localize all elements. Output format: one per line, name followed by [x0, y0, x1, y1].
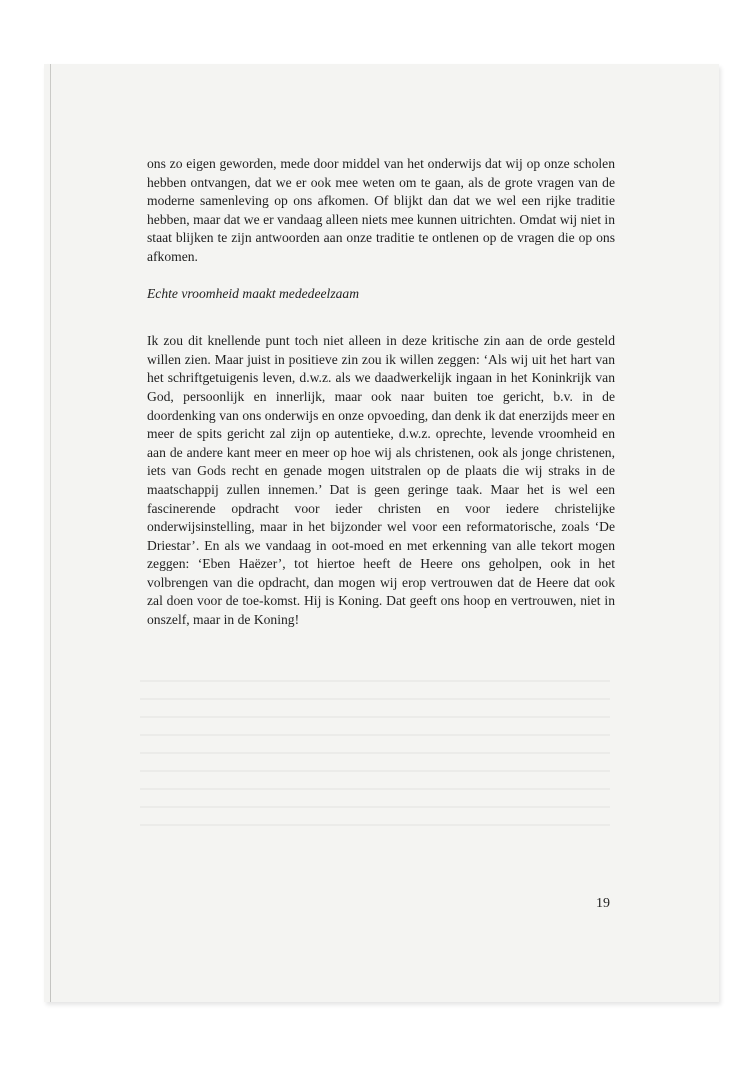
section-heading: Echte vroomheid maakt mededeelzaam [147, 285, 360, 301]
paragraph: Ik zou dit knellende punt toch niet alleen in deze kritische zin aan de orde gesteld willen zien. Maar juist in positieve zin zou ik willen zeggen: ‘Als wij uit het hart van het schriftgetuigenis leven, d.w.z. als we daadwerkelijk ingaan in het Koninkrijk van God, persoonlijk en innerlijk, maar ook naar buiten toe gericht, b.v. in de doordenking van ons onderwijs en onze opvoeding, dan denk ik dat enerzijds meer en meer de spits gericht zal zijn op autentieke, d.w.z. oprechte, levende vroomheid en aan de andere kant meer en meer op hoe wij als christenen, ook als jonge christenen, iets van Gods recht en genade mogen uitstralen op de plaats die wij straks in de maatschappij zullen innemen.’ Dat is geen geringe taak. Maar het is wel een fascinerende opdracht voor ieder christen en voor iedere christelijke onderwijsinstelling, maar in het bijzonder wel voor een reformatorische, zoals ‘De Driestar’. En als we vandaag in oot-moed en met erkenning van alle tekort mogen zeggen: ‘Eben Haëzer’, tot hiertoe heeft de Heere ons geholpen, ook in het volbrengen van die opdracht, dan mogen wij erop vertrouwen dat de Heere dat ook zal doen voor de toe-komst. Hij is Koning. Dat geeft ons hoop en vertrouwen, niet in onszelf, maar in de Koning! [147, 333, 615, 628]
body-text [147, 155, 615, 630]
show-through-text [140, 680, 610, 860]
page-number: 19 [596, 896, 610, 911]
binding-edge [50, 64, 51, 1002]
paragraph: ons zo eigen geworden, mede door middel van het onderwijs dat wij op onze scholen hebben ontvangen, dat we er ook mee weten om te gaan, als de grote vragen van de moderne samenleving op ons afkomen. Of blijkt dan dat we wel een rijke traditie hebben, maar dat we er vandaag alleen niets mee kunnen uitrichten. Omdat wij niet in staat blijken te zijn antwoorden aan onze traditie te ontlenen op de vragen die op ons afkomen. [147, 156, 615, 264]
